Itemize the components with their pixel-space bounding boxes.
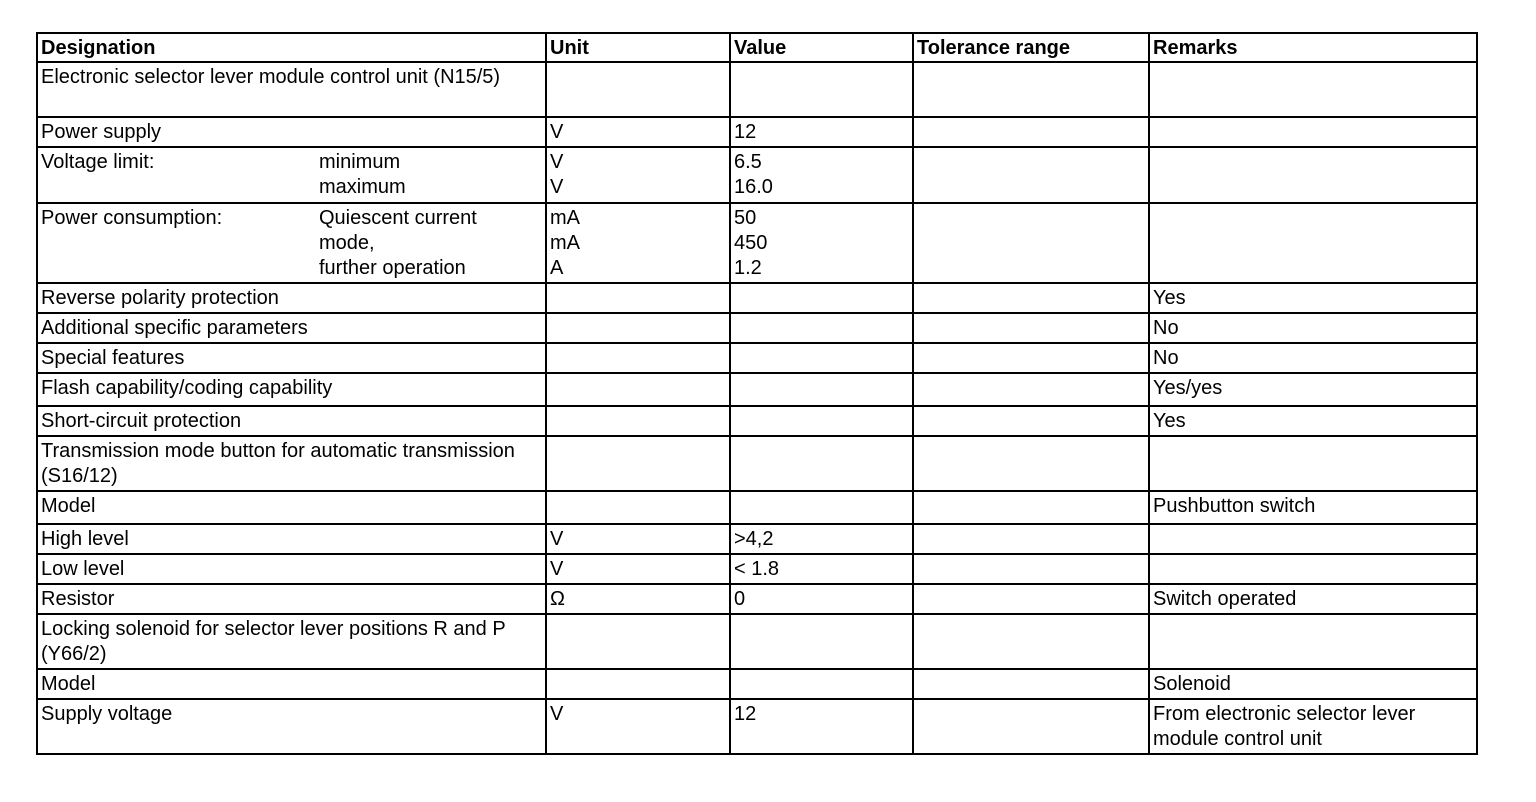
value-cell [730, 373, 913, 406]
value-cell [730, 669, 913, 699]
designation-cell: Model [37, 491, 546, 524]
value-cell [730, 343, 913, 373]
tolerance-cell [913, 147, 1149, 203]
tolerance-cell [913, 584, 1149, 614]
tolerance-cell [913, 313, 1149, 343]
sub-label: mode, [319, 232, 375, 254]
remarks-cell [1149, 554, 1477, 584]
value-cell: 12 [730, 699, 913, 754]
designation-cell: Reverse polarity protection [37, 283, 546, 313]
table-row [37, 554, 1477, 584]
unit-cell [546, 343, 730, 373]
header-unit: Unit [546, 33, 730, 62]
designation-cell: High level [37, 524, 546, 554]
unit-line: mA [550, 232, 580, 254]
value-cell [730, 203, 913, 283]
tolerance-cell [913, 283, 1149, 313]
value-cell [730, 313, 913, 343]
value-cell: 12 [730, 117, 913, 147]
value-cell [730, 614, 913, 669]
unit-line: A [550, 257, 564, 279]
designation-cell [37, 147, 546, 203]
unit-cell: V [546, 554, 730, 584]
table-row [37, 669, 1477, 699]
sub-label: maximum [319, 176, 406, 198]
tolerance-cell [913, 554, 1149, 584]
value-cell [730, 491, 913, 524]
designation-cell: Flash capability/coding capability [37, 373, 546, 406]
remarks-cell [1149, 117, 1477, 147]
tolerance-cell [913, 117, 1149, 147]
table-row [37, 524, 1477, 554]
value-line: 450 [734, 232, 768, 254]
designation-cell: Power supply [37, 117, 546, 147]
unit-cell [546, 491, 730, 524]
table-row [37, 283, 1477, 313]
tolerance-cell [913, 614, 1149, 669]
unit-cell [546, 669, 730, 699]
sub-label: Quiescent current [319, 207, 477, 229]
remarks-cell: Yes [1149, 406, 1477, 436]
tolerance-cell [913, 62, 1149, 117]
unit-cell [546, 436, 730, 491]
table-row [37, 203, 1477, 283]
table-row [37, 313, 1477, 343]
unit-line: mA [550, 207, 580, 229]
value-line: 16.0 [734, 176, 773, 198]
value-cell [730, 147, 913, 203]
table-row [37, 406, 1477, 436]
remarks-cell [1149, 524, 1477, 554]
designation-cell: Resistor [37, 584, 546, 614]
tolerance-cell [913, 343, 1149, 373]
header-tolerance-range: Tolerance range [913, 33, 1149, 62]
value-cell: 0 [730, 584, 913, 614]
section-row [37, 62, 1477, 117]
tolerance-cell [913, 524, 1149, 554]
tolerance-cell [913, 406, 1149, 436]
value-cell: < 1.8 [730, 554, 913, 584]
unit-cell: V [546, 524, 730, 554]
designation-label: Power consumption: [41, 207, 223, 229]
unit-line: V [550, 176, 564, 198]
section-title: Locking solenoid for selector lever positions R and P (Y66/2) [37, 614, 546, 669]
unit-cell [546, 62, 730, 117]
tolerance-cell [913, 373, 1149, 406]
designation-label: Voltage limit: [41, 151, 155, 173]
unit-cell: Ω [546, 584, 730, 614]
value-line: 1.2 [734, 257, 762, 279]
value-cell: >4,2 [730, 524, 913, 554]
remarks-cell: From electronic selector lever module control unit [1149, 699, 1477, 754]
header-value: Value [730, 33, 913, 62]
designation-cell: Additional specific parameters [37, 313, 546, 343]
unit-cell [546, 283, 730, 313]
unit-line: V [550, 151, 564, 173]
value-cell [730, 62, 913, 117]
remarks-cell: Pushbutton switch [1149, 491, 1477, 524]
unit-cell [546, 373, 730, 406]
designation-cell: Low level [37, 554, 546, 584]
table-row [37, 117, 1477, 147]
sub-label: minimum [319, 151, 401, 173]
table-row [37, 491, 1477, 524]
section-title: Transmission mode button for automatic transmission (S16/12) [37, 436, 546, 491]
remarks-cell: Switch operated [1149, 584, 1477, 614]
unit-cell [546, 614, 730, 669]
unit-cell [546, 147, 730, 203]
designation-cell: Special features [37, 343, 546, 373]
table-row [37, 584, 1477, 614]
value-cell [730, 436, 913, 491]
table-row [37, 147, 1477, 203]
section-row [37, 614, 1477, 669]
remarks-cell [1149, 614, 1477, 669]
remarks-cell [1149, 436, 1477, 491]
remarks-cell [1149, 62, 1477, 117]
designation-cell: Model [37, 669, 546, 699]
section-row [37, 436, 1477, 491]
header-row [37, 33, 1477, 62]
tolerance-cell [913, 669, 1149, 699]
remarks-cell: No [1149, 313, 1477, 343]
designation-cell: Supply voltage [37, 699, 546, 754]
sub-label: further operation [319, 257, 466, 279]
remarks-cell: Yes [1149, 283, 1477, 313]
value-cell [730, 406, 913, 436]
section-title: Electronic selector lever module control unit (N15/5) [37, 62, 546, 117]
value-line: 6.5 [734, 151, 762, 173]
remarks-cell [1149, 147, 1477, 203]
remarks-cell [1149, 203, 1477, 283]
specification-table [36, 32, 1478, 755]
tolerance-cell [913, 436, 1149, 491]
remarks-cell: Solenoid [1149, 669, 1477, 699]
tolerance-cell [913, 203, 1149, 283]
header-designation: Designation [37, 33, 546, 62]
unit-cell [546, 203, 730, 283]
remarks-cell: Yes/yes [1149, 373, 1477, 406]
table-row [37, 343, 1477, 373]
unit-cell: V [546, 699, 730, 754]
unit-cell: V [546, 117, 730, 147]
designation-cell [37, 203, 546, 283]
tolerance-cell [913, 699, 1149, 754]
unit-cell [546, 406, 730, 436]
table-row [37, 373, 1477, 406]
unit-cell [546, 313, 730, 343]
tolerance-cell [913, 491, 1149, 524]
value-cell [730, 283, 913, 313]
value-line: 50 [734, 207, 757, 229]
table-row [37, 699, 1477, 754]
header-remarks: Remarks [1149, 33, 1477, 62]
remarks-cell: No [1149, 343, 1477, 373]
designation-cell: Short-circuit protection [37, 406, 546, 436]
